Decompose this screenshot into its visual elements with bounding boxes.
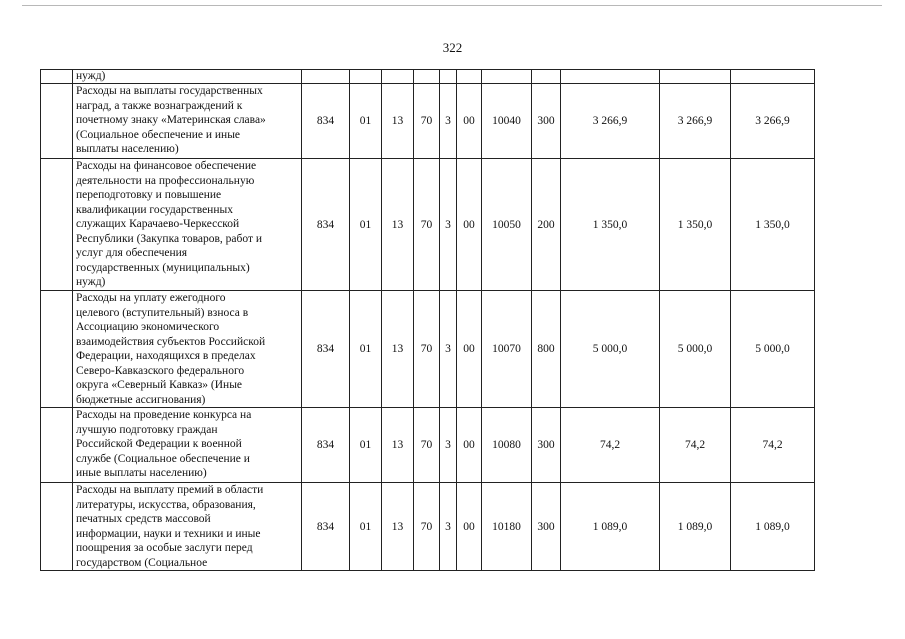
table-row-continuation — [41, 70, 815, 84]
description-line: переподготовку и повышение — [76, 189, 222, 201]
description-line: Расходы на выплаты государственных — [76, 85, 263, 97]
description-line: иные выплаты населению) — [76, 467, 207, 479]
description-line: государственных (муниципальных) — [76, 261, 250, 274]
main-event-code: 00 — [457, 408, 482, 483]
table-row — [41, 84, 815, 159]
direction-code: 10040 — [482, 84, 532, 159]
description-cell — [73, 483, 302, 571]
description-line: взаимодействия субъектов Российской — [76, 335, 266, 348]
expense-type-code: 300 — [532, 84, 561, 159]
description-line: деятельности на профессиональную — [76, 174, 255, 187]
direction-code: 10180 — [482, 483, 532, 571]
description-line: округа «Северный Кавказ» (Иные — [76, 379, 243, 391]
expense-type-code: 300 — [532, 483, 561, 571]
description-line: почетному знаку «Материнская слава» — [76, 114, 266, 126]
description-line: поощрения за особые заслуги перед — [76, 542, 253, 554]
description-line: Российской Федерации к военной — [76, 438, 242, 450]
main-event-code: 00 — [457, 291, 482, 408]
num-cell — [41, 408, 73, 483]
description-line: службе (Социальное обеспечение и — [76, 452, 250, 465]
table-row — [41, 159, 815, 291]
description-cell — [73, 84, 302, 159]
amount-year-1: 5 000,0 — [561, 291, 660, 408]
description-line: нужд) — [76, 276, 106, 288]
amount-year-2: 3 266,9 — [660, 84, 731, 159]
num-cell — [41, 291, 73, 408]
top-rule — [22, 5, 882, 6]
description-line: квалификации государственных — [76, 203, 233, 216]
num-cell — [41, 84, 73, 159]
section-code: 01 — [350, 291, 382, 408]
table-row — [41, 408, 815, 483]
section-code: 01 — [350, 483, 382, 571]
section-code: 01 — [350, 84, 382, 159]
subprogram-code: 3 — [440, 483, 457, 571]
amount-year-1: 1 350,0 — [561, 159, 660, 291]
amount-year-3: 5 000,0 — [731, 291, 815, 408]
main-event-code: 00 — [457, 84, 482, 159]
amount-year-2: 5 000,0 — [660, 291, 731, 408]
num-cell — [41, 70, 73, 84]
subsection-code: 13 — [382, 483, 414, 571]
description-line: печатных средств массовой — [76, 513, 211, 525]
description-cell — [73, 291, 302, 408]
direction-code: 10080 — [482, 408, 532, 483]
subsection-code: 13 — [382, 408, 414, 483]
description-line: литературы, искусства, образования, — [76, 498, 256, 511]
description-line: государством (Социальное — [76, 556, 208, 569]
program-code: 70 — [414, 291, 440, 408]
description-line: выплаты населению) — [76, 143, 179, 155]
description-line: Расходы на выплату премий в области — [76, 484, 264, 496]
main-event-code: 00 — [457, 483, 482, 571]
program-code: 70 — [414, 483, 440, 571]
description-line: информации, науки и техники и иные — [76, 527, 261, 540]
program-code: 70 — [414, 84, 440, 159]
description-line: Северо-Кавказского федерального — [76, 364, 245, 377]
amount-year-3: 1 350,0 — [731, 159, 815, 291]
description-line: целевого (вступительный) взноса в — [76, 306, 249, 319]
table-row — [41, 483, 815, 571]
description-cell — [73, 408, 302, 483]
description-cell: нужд) — [73, 70, 302, 84]
section-code: 01 — [350, 408, 382, 483]
ministry-code: 834 — [302, 291, 350, 408]
program-code: 70 — [414, 408, 440, 483]
description-line: Расходы на проведение конкурса на — [76, 409, 252, 421]
description-line: лучшую подготовку граждан — [76, 423, 218, 436]
subprogram-code: 3 — [440, 291, 457, 408]
description-line: Федерации, находящихся в пределах — [76, 350, 256, 362]
description-line: Расходы на финансовое обеспечение — [76, 160, 257, 172]
amount-year-2: 74,2 — [660, 408, 731, 483]
amount-year-3: 74,2 — [731, 408, 815, 483]
expense-type-code: 200 — [532, 159, 561, 291]
amount-year-3: 1 089,0 — [731, 483, 815, 571]
direction-code: 10070 — [482, 291, 532, 408]
num-cell — [41, 483, 73, 571]
table-body — [41, 70, 815, 571]
expense-type-code: 800 — [532, 291, 561, 408]
program-code: 70 — [414, 159, 440, 291]
description-line: Республики (Закупка товаров, работ и — [76, 232, 263, 245]
description-line: служащих Карачаево-Черкесской — [76, 218, 240, 230]
direction-code: 10050 — [482, 159, 532, 291]
subsection-code: 13 — [382, 159, 414, 291]
description-line: (Социальное обеспечение и иные — [76, 128, 241, 141]
amount-year-3: 3 266,9 — [731, 84, 815, 159]
amount-year-1: 1 089,0 — [561, 483, 660, 571]
amount-year-1: 74,2 — [561, 408, 660, 483]
main-event-code: 00 — [457, 159, 482, 291]
subprogram-code: 3 — [440, 159, 457, 291]
description-line: Расходы на уплату ежегодного — [76, 292, 226, 304]
subprogram-code: 3 — [440, 408, 457, 483]
ministry-code: 834 — [302, 159, 350, 291]
expense-type-code: 300 — [532, 408, 561, 483]
amount-year-1: 3 266,9 — [561, 84, 660, 159]
amount-year-2: 1 089,0 — [660, 483, 731, 571]
page-number: 322 — [442, 40, 463, 55]
description-line: услуг для обеспечения — [76, 247, 188, 259]
ministry-code: 834 — [302, 408, 350, 483]
description-line: бюджетные ассигнования) — [76, 393, 206, 406]
section-code: 01 — [350, 159, 382, 291]
table-row — [41, 291, 815, 408]
description-line: Ассоциацию экономического — [76, 321, 220, 333]
description-cell — [73, 159, 302, 291]
budget-table — [40, 69, 815, 571]
ministry-code: 834 — [302, 483, 350, 571]
ministry-code: 834 — [302, 84, 350, 159]
subsection-code: 13 — [382, 291, 414, 408]
num-cell — [41, 159, 73, 291]
amount-year-2: 1 350,0 — [660, 159, 731, 291]
subsection-code: 13 — [382, 84, 414, 159]
description-line: наград, а также вознаграждений к — [76, 99, 243, 112]
subprogram-code: 3 — [440, 84, 457, 159]
